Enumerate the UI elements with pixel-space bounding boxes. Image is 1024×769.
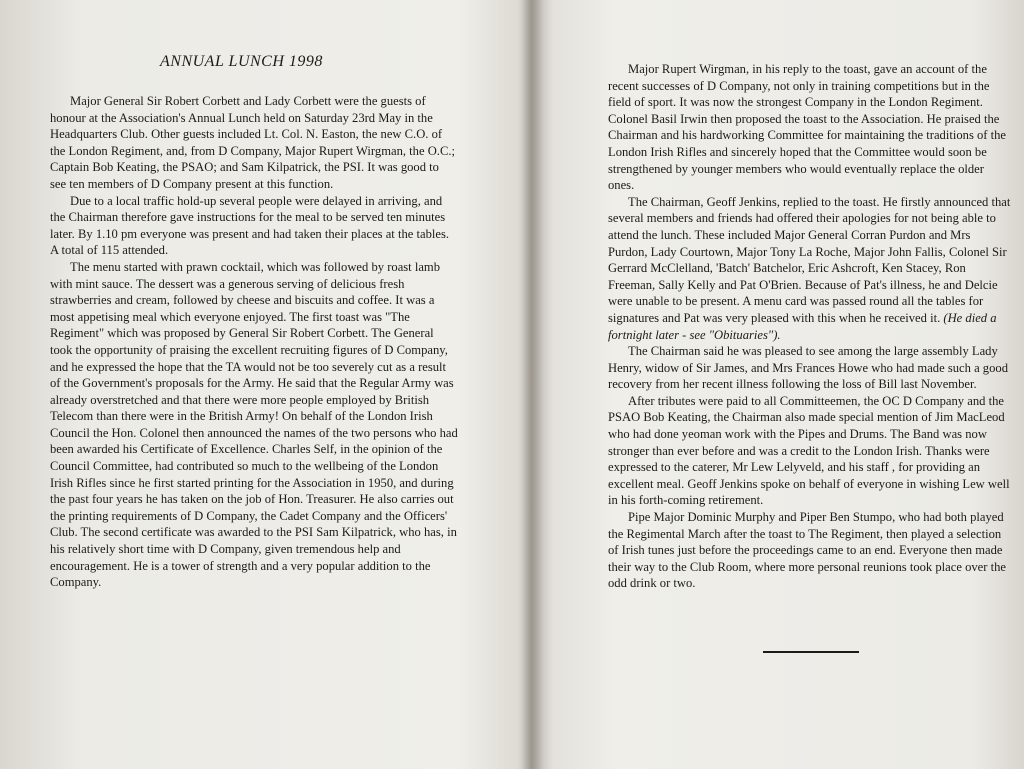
- paragraph: The menu started with prawn cocktail, which was followed by roast lamb with mint sauce. The dessert was a generous serving of delicious fresh strawberries and cream, followed by cheese and biscuits and coffee. It was a most appetising meal which everyone enjoyed. The first toast was "The Regiment" which was proposed by General Sir Robert Corbett. The General took the opportunity of praising the excellent recruiting figures of D Company, and he expressed the hope that the TA would not be too severely cut as a result of the Government's proposals for the Army. He said that the Regular Army was already overstretched and that there were more people employed by British Telecom than there were in the British Army! On behalf of the London Irish Council the Hon. Colonel then announced the names of the two persons who had been awarded his Certificate of Excellence. Charles Self, in the opinion of the Council Committee, had contributed so much to the wellbeing of the London Irish Rifles since he first started printing for the Association in 1950, and during the past four years he has taken on the job of Hon. Treasurer. He also carries out the printing requirements of D Company, the Cadet Company and the Officers' Club. The second certificate was awarded to the PSI Sam Kilpatrick, who has, in his relatively short time with D Company, given tremendous help and encouragement. He is a tower of strength and a very popular addition to the Company.: [50, 259, 458, 590]
- paragraph: Major General Sir Robert Corbett and Lady Corbett were the guests of honour at the Association's Annual Lunch held on Saturday 23rd May in the Headquarters Club. Other guests included Lt. Col. N. Easton, the new C.O. of the London Regiment, and, from D Company, Major Rupert Wirgman, the O.C.; Captain Bob Keating, the PSAO; and Sam Kilpatrick, the PSI. It was good to see ten members of D Company present at this function.: [50, 94, 455, 191]
- right-page: [540, 0, 1024, 769]
- paragraph: Pipe Major Dominic Murphy and Piper Ben Stumpo, who had both played the Regimental March after the toast to The Regiment, then played a selection of Irish tunes just before the proceedings came to an end. Everyone then made their way to the Club Room, where more personal reunions took place over the odd drink or two.: [608, 510, 1006, 591]
- paragraph: Major Rupert Wirgman, in his reply to the toast, gave an account of the recent successes of D Company, not only in training competitions but in the field of sport. It was now the strongest Company in the London Regiment. Colonel Basil Irwin then proposed the toast to the Association. He praised the Chairman and his hardworking Committee for maintaining the traditions of the London Irish Rifles and sincerely hoped that the Committee would soon be strengthened by younger members who would eventually replace the older ones.: [608, 62, 1007, 193]
- paragraph: Due to a local traffic hold-up several people were delayed in arriving, and the Chairman therefore gave instructions for the meal to be served ten minutes later. By 1.10 pm everyone was present and had taken their places at the tables. A total of 115 attended.: [50, 193, 450, 258]
- left-column-text: [50, 93, 458, 591]
- paragraph-main-text: The Chairman, Geoff Jenkins, replied to the toast. He firstly announced that several members and friends had offered their apologies for not being able to attend the lunch. These included Major General Corran Purdon and Mrs Purdon, Lady Courtown, Major Tony La Roche, Major John Fallis, Colonel Sir Gerrard McClelland, 'Batch' Batchelor, Eric Ashcroft, Ken Stacey, Ron Freeman, Sally Kelly and Pat O'Brien. Because of Pat's illness, he and Delcie were unable to be present. A menu card was passed round all the tables for signatures and Pat was very pleased with this when he received it.: [608, 194, 1011, 325]
- article-title: ANNUAL LUNCH 1998: [160, 53, 323, 70]
- end-rule: [763, 651, 859, 653]
- paragraph: [608, 194, 1013, 343]
- paragraph: After tributes were paid to all Committeemen, the OC D Company and the PSAO Bob Keating, the Chairman also made special mention of Jim MacLeod who had done yeoman work with the Pipes and Drums. The Band was now stronger than ever before and was a credit to the London Irish. Thanks were expressed to the caterer, Mr Lew Lelyveld, and his staff , for providing an excellent meal. Geoff Jenkins spoke on behalf of everyone in wishing Lew well in his forth-coming retirement.: [608, 393, 1010, 508]
- paragraph: The Chairman said he was pleased to see among the large assembly Lady Henry, widow of Sir James, and Mrs Frances Howe who had made such a good recovery from her recent illness following the loss of Bill last November.: [608, 344, 1008, 392]
- right-column-text: [608, 61, 1013, 592]
- obituary-note: (He died a fortnight later - see "Obituaries").: [608, 310, 997, 342]
